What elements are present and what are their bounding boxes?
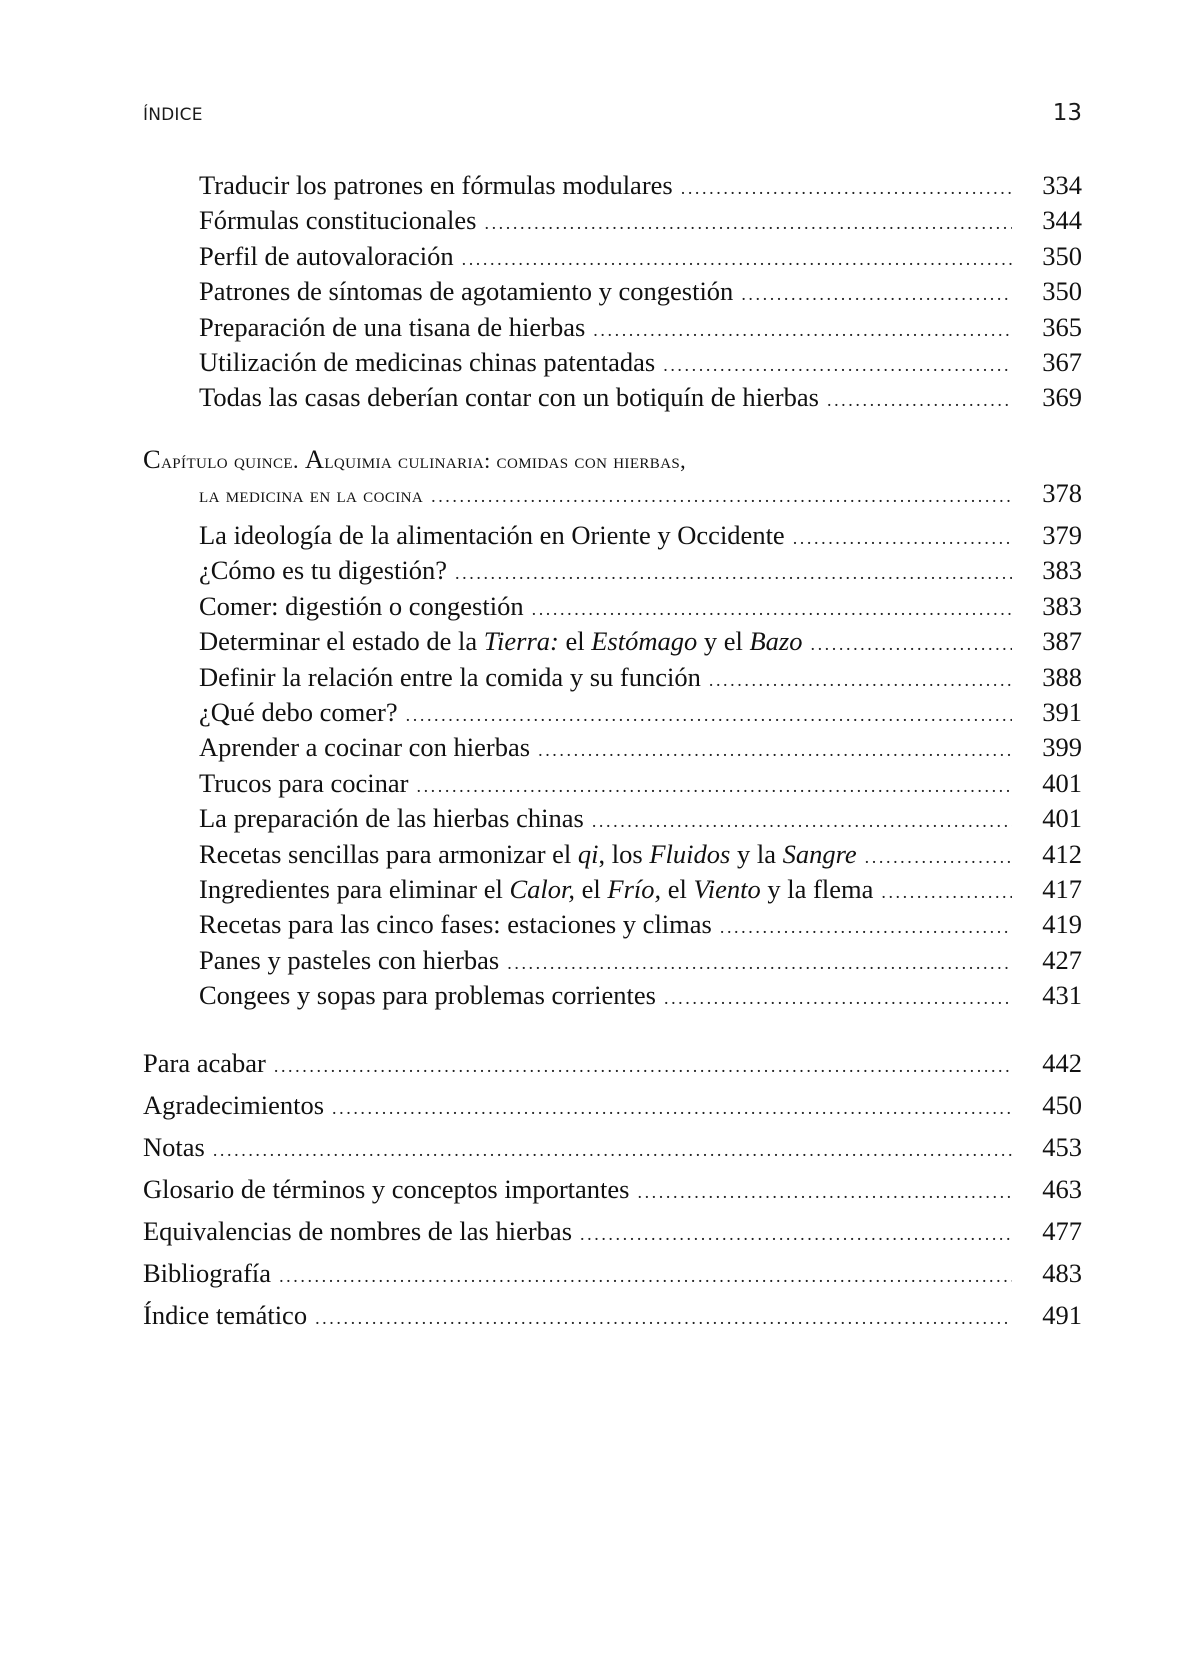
toc-entry-page: 369 (1042, 382, 1082, 413)
dot-leader (664, 981, 1012, 1016)
dot-leader (865, 840, 1012, 875)
toc-entry-title: Patrones de síntomas de agotamiento y congestión (199, 276, 734, 307)
toc-entry-title (199, 943, 507, 978)
toc-entry[interactable] (143, 801, 1082, 836)
toc-entry[interactable] (143, 1042, 1082, 1084)
toc-entry-title (199, 553, 455, 588)
chapter-title-initial: A (304, 444, 325, 474)
dot-leader (593, 313, 1012, 348)
title-text: La preparación de las hierbas chinas (199, 803, 584, 834)
dot-leader (507, 946, 1012, 981)
toc-entry[interactable] (143, 907, 1082, 942)
chapter-subtitle: la medicina en la cocina (199, 482, 424, 507)
toc-entry[interactable] (143, 837, 1082, 872)
toc-entry[interactable] (143, 624, 1082, 659)
toc-entry-page: 491 (1042, 1300, 1082, 1330)
toc-entry-page: 477 (1042, 1216, 1082, 1246)
toc-entry-page: 350 (1042, 276, 1082, 307)
italic-term: qi (577, 838, 599, 869)
toc-entry[interactable] (143, 203, 1082, 238)
title-text: , los (598, 838, 650, 869)
toc-entry[interactable] (143, 978, 1082, 1013)
toc-entry-page: 350 (1042, 240, 1082, 271)
dot-leader (827, 383, 1012, 418)
toc-entry[interactable] (143, 1210, 1082, 1252)
dot-leader (663, 348, 1012, 383)
toc-entry-title (199, 766, 416, 801)
title-text: y la (730, 838, 783, 869)
toc-entry-page: 419 (1042, 909, 1082, 940)
toc-entry[interactable] (143, 695, 1082, 730)
toc-entry-title: Bibliografía (143, 1258, 272, 1288)
toc-entry-page: 427 (1042, 944, 1082, 975)
dot-leader (637, 1171, 1012, 1213)
toc-entry[interactable] (143, 660, 1082, 695)
toc-entry-page: 387 (1042, 626, 1082, 657)
toc-entry-title (199, 730, 538, 765)
toc-entry-title (199, 589, 532, 624)
italic-term: Bazo (749, 626, 803, 657)
dot-leader (592, 804, 1012, 839)
dot-leader (416, 769, 1012, 804)
toc-entry-page: 367 (1042, 346, 1082, 377)
chapter-title-line-2 (143, 476, 1082, 512)
title-text: Recetas sencillas para armonizar el (199, 838, 578, 869)
toc-entry-title: Utilización de medicinas chinas patentadas (199, 346, 656, 377)
toc-entry[interactable] (143, 943, 1082, 978)
toc-entry-title: Glosario de términos y conceptos importantes (143, 1174, 630, 1204)
toc-entry[interactable] (143, 239, 1082, 274)
toc-entry-page: 383 (1042, 590, 1082, 621)
toc-entry-title (199, 695, 406, 730)
dot-leader (532, 592, 1012, 627)
toc-entry[interactable] (143, 872, 1082, 907)
toc-entry[interactable] (143, 310, 1082, 345)
toc-entry-title: Traducir los patrones en fórmulas modulares (199, 170, 673, 200)
dot-leader (681, 171, 1012, 206)
toc-entry-page: 391 (1042, 696, 1082, 727)
toc-entry-page: 401 (1042, 767, 1082, 798)
dot-leader (793, 521, 1012, 556)
chapter-page: 378 (1042, 478, 1082, 508)
chapter-title: lquimia culinaria: comidas con hierbas, (324, 448, 687, 473)
toc-entry[interactable] (143, 1294, 1082, 1336)
dot-leader (810, 627, 1012, 662)
title-text: y la flema (760, 873, 874, 904)
toc-entry-title: Perfil de autovaloración (199, 240, 454, 271)
italic-term: Tierra: (483, 626, 559, 657)
toc-entry-page: 412 (1042, 838, 1082, 869)
back-matter-entries (143, 1042, 1082, 1336)
italic-term: Fluidos (649, 838, 731, 869)
chapter-label-initial: C (143, 444, 162, 474)
toc-entry-title (199, 660, 709, 695)
toc-entry-page: 388 (1042, 661, 1082, 692)
dot-leader (213, 1129, 1012, 1171)
chapter-heading[interactable] (143, 443, 1082, 512)
toc-entry[interactable] (143, 589, 1082, 624)
toc-entry-title: Equivalencias de nombres de las hierbas (143, 1216, 573, 1246)
toc-entry-title (199, 872, 881, 907)
toc-entry-page: 483 (1042, 1258, 1082, 1288)
title-text: Trucos para cocinar (199, 767, 409, 798)
toc-entry[interactable] (143, 1084, 1082, 1126)
chapter-entries (143, 518, 1082, 1013)
dot-leader (279, 1255, 1012, 1297)
previous-chapter-entries (143, 168, 1082, 416)
dot-leader (406, 698, 1012, 733)
toc-entry-page: 401 (1042, 803, 1082, 834)
dot-leader (484, 206, 1012, 241)
toc-entry-page: 453 (1042, 1132, 1082, 1162)
toc-entry-title: Todas las casas deberían contar con un botiquín de hierbas (199, 382, 819, 413)
title-text: Definir la relación entre la comida y su función (199, 661, 701, 692)
toc-entry-page: 379 (1042, 520, 1082, 550)
toc-entry-page: 450 (1042, 1090, 1082, 1120)
dot-leader (580, 1213, 1012, 1255)
toc-entry-title (199, 518, 793, 553)
toc-entry-title (199, 907, 720, 942)
title-text: ¿Cómo es tu digestión? (199, 555, 448, 586)
toc-entry-title: Para acabar (143, 1048, 266, 1078)
toc-entry[interactable] (143, 380, 1082, 415)
toc-entry-title (199, 978, 664, 1013)
title-text: Determinar el estado de la (199, 626, 484, 657)
toc-entry-title (199, 801, 592, 836)
title-text: Ingredientes para eliminar el (199, 873, 510, 904)
dot-leader (538, 733, 1012, 768)
dot-leader (431, 479, 1012, 514)
title-text: Recetas para las cinco fases: estaciones y climas (199, 909, 712, 940)
toc-entry-title: Preparación de una tisana de hierbas (199, 311, 586, 342)
running-head-title: ÍNDICE (143, 105, 203, 125)
dot-leader (462, 242, 1012, 277)
dot-leader (741, 277, 1012, 312)
toc-entry-title: Agradecimientos (143, 1090, 325, 1120)
title-text: ¿Qué debo comer? (199, 696, 398, 727)
toc-entry[interactable] (143, 518, 1082, 553)
toc-entry-title: Fórmulas constitucionales (199, 205, 477, 236)
toc-entry-page: 442 (1042, 1048, 1082, 1078)
dot-leader (881, 875, 1012, 910)
title-text: y el (697, 626, 750, 657)
running-head (143, 100, 1082, 126)
toc-entry[interactable] (143, 553, 1082, 588)
toc-entry[interactable] (143, 766, 1082, 801)
toc-entry-title: Notas (143, 1132, 205, 1162)
toc-entry[interactable] (143, 168, 1082, 203)
italic-term: Frío, (607, 873, 662, 904)
toc-entry[interactable] (143, 1252, 1082, 1294)
italic-term: Calor, (509, 873, 576, 904)
toc-entry[interactable] (143, 1126, 1082, 1168)
title-text: Panes y pasteles con hierbas (199, 944, 500, 975)
title-text: La ideología de la alimentación en Oriente y Occidente (199, 520, 785, 550)
toc-entry-page: 431 (1042, 980, 1082, 1011)
dot-leader (332, 1087, 1012, 1129)
toc-entry-page: 344 (1042, 205, 1082, 236)
toc-entry-page: 334 (1042, 170, 1082, 200)
title-text: Comer: digestión o congestión (199, 590, 524, 621)
chapter-title-line-1 (143, 443, 1082, 476)
dot-leader (315, 1297, 1012, 1339)
toc-entry[interactable] (143, 345, 1082, 380)
toc-entry-page: 463 (1042, 1174, 1082, 1204)
dot-leader (720, 910, 1012, 945)
italic-term: Viento (693, 873, 761, 904)
page-number: 13 (1052, 100, 1082, 126)
toc-entry-page: 399 (1042, 732, 1082, 763)
toc-entry[interactable] (143, 1168, 1082, 1210)
toc-entry-title (199, 837, 865, 872)
italic-term: Estómago (591, 626, 698, 657)
title-text: Congees y sopas para problemas corrientes (199, 980, 656, 1011)
toc-entry-page: 417 (1042, 873, 1082, 904)
toc-entry[interactable] (143, 274, 1082, 309)
toc-entry-title: Índice temático (143, 1300, 308, 1330)
toc-entry[interactable] (143, 730, 1082, 765)
title-text: el (575, 873, 608, 904)
title-text: el (558, 626, 592, 657)
dot-leader (455, 556, 1012, 591)
toc-entry-page: 383 (1042, 555, 1082, 586)
toc-entry-page: 365 (1042, 311, 1082, 342)
toc-entry-title (199, 624, 810, 659)
dot-leader (709, 663, 1012, 698)
chapter-label: apítulo quince. (161, 448, 305, 473)
dot-leader (274, 1045, 1012, 1087)
title-text: el (661, 873, 694, 904)
italic-term: Sangre (782, 838, 857, 869)
title-text: Aprender a cocinar con hierbas (199, 732, 531, 763)
